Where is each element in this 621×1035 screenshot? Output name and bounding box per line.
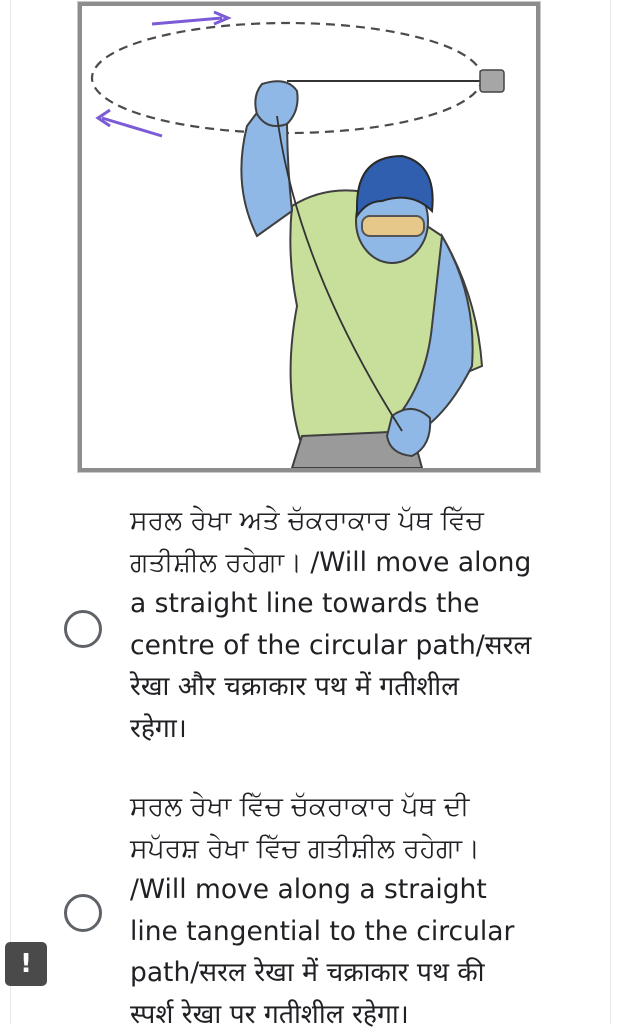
option-2-line-2: ਸਪੱਰਸ਼ ਰੇਖਾ ਵਿੱਚ ਗਤੀਸ਼ੀਲ ਰਹੇਗਾ।: [130, 828, 570, 870]
option-2-line-5: path/सरल रेखा में चक्राकार पथ की: [130, 952, 570, 994]
question-figure: [78, 2, 540, 472]
option-2-line-3: /Will move along a straight: [130, 869, 570, 911]
option-1-text: [130, 500, 570, 749]
option-1-line-3: a straight line towards the: [130, 583, 570, 625]
option-2-text: [130, 786, 570, 1035]
radio-button-option-2[interactable]: [64, 894, 102, 932]
boy-whirling-stone-illustration: [82, 6, 536, 468]
radio-button-option-1[interactable]: [64, 610, 102, 648]
option-1-line-5: रेखा और चक्राकार पथ में गतीशील: [130, 666, 570, 708]
stone: [480, 70, 504, 92]
goggles: [362, 216, 424, 236]
option-2-line-4: line tangential to the circular: [130, 911, 570, 953]
option-1-line-1: ਸਰਲ ਰੇਖਾ ਅਤੇ ਚੱਕਰਾਕਾਰ ਪੱਥ ਵਿੱਚ: [130, 500, 570, 542]
motion-arrow-left: [102, 118, 162, 136]
option-1-line-4: centre of the circular path/सरल: [130, 625, 570, 667]
raised-hand: [255, 81, 297, 126]
motion-arrow-top: [152, 18, 222, 24]
alert-badge[interactable]: !: [5, 942, 47, 986]
option-1-line-2: ਗਤੀਸ਼ੀਲ ਰਹੇਗਾ। /Will move along: [130, 542, 570, 584]
option-2-line-6: स्पर्श रेखा पर गतीशील रहेगा।: [130, 994, 570, 1035]
option-2-line-1: ਸਰਲ ਰੇਖਾ ਵਿੱਚ ਚੱਕਰਾਕਾਰ ਪੱਥ ਦੀ: [130, 786, 570, 828]
option-1-line-6: रहेगा।: [130, 708, 570, 750]
